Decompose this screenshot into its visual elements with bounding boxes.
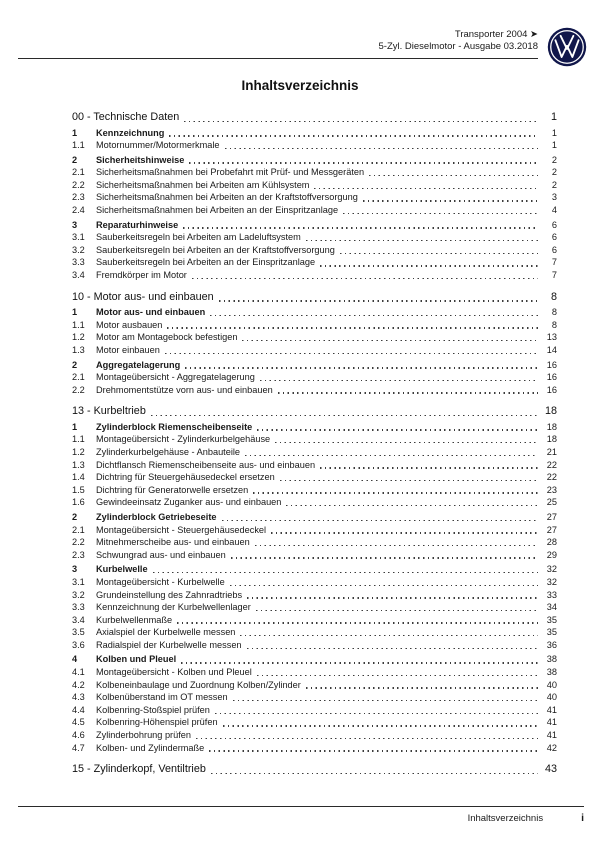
- toc-entry-page: 2: [551, 167, 557, 178]
- dot-leader: [260, 380, 538, 381]
- toc-entry-label: Drehmomentstütze vorn aus- und einbauen: [96, 384, 273, 395]
- doc-model-line: Transporter 2004 ➤: [454, 29, 538, 40]
- toc-entry-page: 21: [546, 446, 557, 457]
- toc-entry-page: 4: [551, 205, 557, 216]
- toc-item-row: [72, 204, 557, 217]
- toc-item-row: [72, 716, 557, 729]
- toc-item-row: [72, 653, 557, 666]
- toc-item-row: [72, 256, 557, 269]
- toc-item-row: [72, 691, 557, 704]
- toc-entry-page: 42: [546, 742, 557, 753]
- toc-item-row: [72, 371, 557, 384]
- toc-entry-number: 1.3: [72, 459, 85, 470]
- toc-item-row: [72, 384, 557, 397]
- dot-leader: [196, 738, 538, 739]
- toc: [72, 110, 557, 777]
- toc-entry-number: 4.4: [72, 704, 85, 715]
- toc-entry-page: 36: [546, 639, 557, 650]
- toc-entry-number: 1: [72, 421, 78, 432]
- dot-leader: [278, 392, 538, 393]
- toc-entry-number: 3.5: [72, 627, 85, 638]
- dot-leader: [165, 353, 538, 354]
- toc-entry-label: Radialspiel der Kurbelwelle messen: [96, 639, 242, 650]
- toc-entry-page: 7: [551, 270, 557, 281]
- toc-item-row: [72, 244, 557, 257]
- toc-entry-page: 22: [546, 472, 557, 483]
- toc-entry-page: 43: [544, 763, 557, 776]
- toc-item-row: [72, 179, 557, 192]
- toc-item-row: [72, 496, 557, 509]
- dot-leader: [151, 415, 538, 416]
- toc-item-row: [72, 154, 557, 167]
- page-title: Inhaltsverzeichnis: [241, 78, 359, 93]
- document-footer: [18, 812, 584, 824]
- dot-leader: [225, 148, 538, 149]
- toc-entry-label: Grundeinstellung des Zahnradtriebs: [96, 589, 243, 600]
- toc-entry-number: 2.2: [72, 179, 85, 190]
- toc-entry-number: 2.2: [72, 384, 85, 395]
- toc-entry-number: 2.2: [72, 537, 85, 548]
- footer-page-number: i: [581, 812, 584, 824]
- toc-item-row: [72, 471, 557, 484]
- toc-item-row: [72, 433, 557, 446]
- toc-entry-number: 3.1: [72, 576, 85, 587]
- toc-entry-page: 41: [546, 730, 557, 741]
- toc-item-row: [72, 219, 557, 232]
- toc-chapter-row: [72, 290, 557, 305]
- toc-item-row: [72, 484, 557, 497]
- toc-entry-number: 1.1: [72, 319, 85, 330]
- dot-leader: [169, 135, 538, 136]
- toc-entry-page: 25: [546, 497, 557, 508]
- toc-item-row: [72, 127, 557, 140]
- toc-entry-page: 16: [546, 359, 557, 370]
- toc-entry-page: 34: [546, 602, 557, 613]
- toc-item-row: [72, 166, 557, 179]
- toc-entry-number: 4.1: [72, 667, 85, 678]
- toc-entry-label: Montageübersicht - Zylinderkurbelgehäuse: [96, 434, 271, 445]
- toc-entry-number: 1.5: [72, 484, 85, 495]
- toc-entry-number: 1: [72, 127, 78, 138]
- toc-entry-label: Zylinderblock Riemenscheibenseite: [96, 421, 253, 432]
- toc-entry-label: Montageübersicht - Kurbelwelle: [96, 576, 225, 587]
- toc-entry-page: 2: [551, 179, 557, 190]
- toc-entry-label: Kennzeichnung: [96, 127, 165, 138]
- dot-leader: [247, 648, 538, 649]
- toc-entry-number: 2: [72, 511, 78, 522]
- toc-entry-label: Zylinderbohrung prüfen: [96, 730, 191, 741]
- dot-leader: [314, 188, 538, 189]
- toc-entry-page: 41: [546, 704, 557, 715]
- toc-item-row: [72, 269, 557, 282]
- toc-entry-number: 4.6: [72, 730, 85, 741]
- toc-entry-label: Kurbelwellenmaße: [96, 614, 173, 625]
- dot-leader: [184, 121, 538, 122]
- dot-leader: [177, 622, 538, 623]
- toc-entry-page: 29: [546, 549, 557, 560]
- toc-entry-label: Reparaturhinweise: [96, 219, 179, 230]
- toc-entry-page: 1: [551, 140, 557, 151]
- dot-leader: [192, 278, 538, 279]
- toc-entry-number: 3.6: [72, 639, 85, 650]
- dot-leader: [183, 227, 538, 228]
- toc-entry-label: Aggregatelagerung: [96, 359, 181, 370]
- dot-leader: [343, 213, 538, 214]
- toc-entry-number: 1.4: [72, 472, 85, 483]
- dot-leader: [257, 429, 538, 430]
- toc-entry-number: 1.2: [72, 332, 85, 343]
- toc-entry-page: 41: [546, 717, 557, 728]
- toc-entry-label: Motor am Montagebock befestigen: [96, 332, 238, 343]
- toc-entry-page: 2: [551, 154, 557, 165]
- toc-entry-number: 2: [72, 154, 78, 165]
- toc-entry-label: Kolbeneinbaulage und Zuordnung Kolben/Zylinder: [96, 679, 301, 690]
- toc-entry-label: 10 - Motor aus- und einbauen: [72, 290, 214, 303]
- toc-item-row: [72, 524, 557, 537]
- doc-edition-line: 5-Zyl. Dieselmotor - Ausgabe 03.2018: [378, 41, 538, 52]
- toc-item-row: [72, 576, 557, 589]
- dot-leader: [256, 610, 538, 611]
- toc-item-row: [72, 614, 557, 627]
- toc-entry-number: 1.1: [72, 140, 85, 151]
- toc-item-row: [72, 459, 557, 472]
- dot-leader: [209, 750, 538, 751]
- toc-entry-page: 27: [546, 524, 557, 535]
- toc-chapter-row: [72, 110, 557, 125]
- toc-entry-label: Schwungrad aus- und einbauen: [96, 549, 226, 560]
- toc-entry-number: 3.4: [72, 614, 85, 625]
- toc-entry-label: 15 - Zylinderkopf, Ventiltrieb: [72, 763, 206, 776]
- toc-item-row: [72, 601, 557, 614]
- toc-entry-page: 35: [546, 614, 557, 625]
- toc-item-row: [72, 231, 557, 244]
- toc-entry-page: 14: [546, 344, 557, 355]
- toc-entry-label: Kolbenring-Stoßspiel prüfen: [96, 704, 210, 715]
- toc-entry-page: 38: [546, 667, 557, 678]
- toc-entry-label: Sicherheitsmaßnahmen bei Arbeiten an der Kraftstoffversorgung: [96, 192, 358, 203]
- toc-item-row: [72, 589, 557, 602]
- toc-entry-page: 27: [546, 511, 557, 522]
- toc-entry-number: 3: [72, 219, 78, 230]
- dot-leader: [219, 300, 538, 301]
- toc-entry-number: 4.7: [72, 742, 85, 753]
- toc-entry-label: Dichtring für Steuergehäusedeckel ersetzen: [96, 472, 275, 483]
- toc-entry-label: Sauberkeitsregeln bei Arbeiten an der Kraftstoffversorgung: [96, 244, 335, 255]
- toc-entry-number: 3: [72, 564, 78, 575]
- toc-entry-number: 4.2: [72, 679, 85, 690]
- toc-item-row: [72, 421, 557, 434]
- toc-item-row: [72, 729, 557, 742]
- toc-item-row: [72, 639, 557, 652]
- footer-divider: [18, 806, 584, 807]
- toc-entry-number: 4: [72, 654, 78, 665]
- toc-item-row: [72, 549, 557, 562]
- toc-entry-number: 2: [72, 359, 78, 370]
- dot-leader: [280, 480, 538, 481]
- toc-item-row: [72, 191, 557, 204]
- toc-item-row: [72, 511, 557, 524]
- toc-entry-page: 18: [546, 434, 557, 445]
- dot-leader: [255, 545, 538, 546]
- toc-entry-label: Sicherheitshinweise: [96, 154, 185, 165]
- toc-entry-label: Fremdkörper im Motor: [96, 270, 187, 281]
- toc-entry-page: 6: [551, 244, 557, 255]
- footer-section-label: Inhaltsverzeichnis: [467, 813, 544, 824]
- toc-item-row: [72, 331, 557, 344]
- dot-leader: [320, 265, 538, 266]
- toc-entry-number: 1: [72, 307, 78, 318]
- toc-entry-label: Dichtflansch Riemenscheibenseite aus- und einbauen: [96, 459, 316, 470]
- toc-entry-page: 1: [550, 111, 557, 123]
- toc-entry-number: 3.4: [72, 270, 85, 281]
- toc-entry-page: 8: [551, 319, 557, 330]
- toc-item-row: [72, 319, 557, 332]
- toc-entry-page: 38: [546, 654, 557, 665]
- toc-entry-number: 1.6: [72, 497, 85, 508]
- dot-leader: [222, 520, 538, 521]
- toc-item-row: [72, 139, 557, 152]
- toc-entry-label: 13 - Kurbeltrieb: [72, 405, 146, 418]
- toc-item-row: [72, 344, 557, 357]
- toc-entry-label: Zylinderkurbelgehäuse - Anbauteile: [96, 446, 241, 457]
- toc-entry-number: 2.1: [72, 524, 85, 535]
- toc-entry-number: 1.3: [72, 344, 85, 355]
- toc-entry-label: Kolben und Pleuel: [96, 654, 177, 665]
- toc-entry-label: Sauberkeitsregeln bei Arbeiten am Ladeluftsystem: [96, 232, 301, 243]
- toc-entry-label: Axialspiel der Kurbelwelle messen: [96, 627, 236, 638]
- toc-entry-number: 4.5: [72, 717, 85, 728]
- dot-leader: [253, 492, 538, 493]
- toc-item-row: [72, 563, 557, 576]
- dot-leader: [181, 662, 538, 663]
- toc-entry-label: Mitnehmerscheibe aus- und einbauen: [96, 537, 250, 548]
- toc-entry-page: 8: [551, 307, 557, 318]
- toc-entry-label: Montageübersicht - Kolben und Pleuel: [96, 667, 252, 678]
- dot-leader: [245, 455, 538, 456]
- toc-entry-label: Montageübersicht - Steuergehäusedeckel: [96, 524, 267, 535]
- toc-item-row: [72, 742, 557, 755]
- toc-entry-label: Kurbelwelle: [96, 564, 148, 575]
- toc-entry-page: 7: [551, 257, 557, 268]
- toc-entry-label: Motornummer/Motormerkmale: [96, 140, 220, 151]
- toc-entry-label: Motor ausbauen: [96, 319, 163, 330]
- header-divider: [18, 58, 538, 59]
- toc-entry-number: 3.2: [72, 244, 85, 255]
- toc-entry-page: 6: [551, 219, 557, 230]
- dot-leader: [306, 687, 538, 688]
- toc-entry-number: 3.1: [72, 232, 85, 243]
- dot-leader: [275, 442, 538, 443]
- toc-entry-label: 00 - Technische Daten: [72, 111, 180, 123]
- toc-entry-label: Kolben- und Zylindermaße: [96, 742, 205, 753]
- toc-entry-page: 33: [546, 589, 557, 600]
- toc-entry-page: 40: [546, 692, 557, 703]
- toc-item-row: [72, 704, 557, 717]
- toc-item-row: [72, 359, 557, 372]
- dot-leader: [363, 200, 538, 201]
- dot-leader: [306, 240, 538, 241]
- vw-logo: [547, 27, 587, 67]
- toc-chapter-row: [72, 762, 557, 777]
- dot-leader: [223, 725, 538, 726]
- toc-entry-page: 3: [551, 192, 557, 203]
- toc-entry-number: 1.1: [72, 434, 85, 445]
- toc-entry-page: 22: [546, 459, 557, 470]
- toc-entry-label: Kolbenring-Höhenspiel prüfen: [96, 717, 218, 728]
- dot-leader: [215, 713, 538, 714]
- toc-entry-number: 1.2: [72, 446, 85, 457]
- toc-item-row: [72, 306, 557, 319]
- toc-item-row: [72, 536, 557, 549]
- toc-entry-number: 2.1: [72, 167, 85, 178]
- toc-entry-page: 40: [546, 679, 557, 690]
- toc-entry-page: 32: [546, 564, 557, 575]
- toc-chapter-row: [72, 404, 557, 419]
- toc-entry-label: Dichtring für Generatorwelle ersetzen: [96, 484, 249, 495]
- dot-leader: [189, 162, 538, 163]
- toc-entry-page: 18: [546, 421, 557, 432]
- toc-item-row: [72, 446, 557, 459]
- dot-leader: [167, 327, 538, 328]
- toc-entry-label: Sicherheitsmaßnahmen bei Probefahrt mit Prüf- und Messgeräten: [96, 167, 365, 178]
- toc-entry-number: 2.3: [72, 549, 85, 560]
- toc-entry-page: 28: [546, 537, 557, 548]
- toc-entry-number: 3.3: [72, 602, 85, 613]
- dot-leader: [242, 340, 538, 341]
- toc-entry-label: Motor einbauen: [96, 344, 160, 355]
- toc-entry-number: 3.2: [72, 589, 85, 600]
- toc-entry-number: 2.3: [72, 192, 85, 203]
- toc-item-row: [72, 666, 557, 679]
- toc-entry-label: Sicherheitsmaßnahmen bei Arbeiten an der Einspritzanlage: [96, 205, 339, 216]
- toc-entry-page: 32: [546, 576, 557, 587]
- dot-leader: [369, 175, 538, 176]
- dot-leader: [233, 700, 538, 701]
- toc-entry-label: Gewindeeinsatz Zuganker aus- und einbauen: [96, 497, 282, 508]
- dot-leader: [247, 597, 538, 598]
- dot-leader: [153, 572, 538, 573]
- toc-item-row: [72, 626, 557, 639]
- dot-leader: [211, 773, 538, 774]
- document-header: [379, 29, 538, 53]
- dot-leader: [230, 585, 538, 586]
- dot-leader: [257, 675, 538, 676]
- toc-entry-label: Sicherheitsmaßnahmen bei Arbeiten am Kühlsystem: [96, 179, 310, 190]
- toc-entry-page: 16: [546, 372, 557, 383]
- toc-entry-page: 18: [544, 405, 557, 418]
- toc-entry-page: 6: [551, 232, 557, 243]
- toc-entry-number: 4.3: [72, 692, 85, 703]
- dot-leader: [271, 532, 538, 533]
- toc-entry-label: Montageübersicht - Aggregatelagerung: [96, 372, 255, 383]
- toc-entry-page: 1: [551, 127, 557, 138]
- dot-leader: [231, 557, 538, 558]
- toc-entry-page: 13: [546, 332, 557, 343]
- dot-leader: [240, 635, 538, 636]
- toc-entry-page: 35: [546, 627, 557, 638]
- toc-item-row: [72, 679, 557, 692]
- toc-entry-label: Kennzeichnung der Kurbelwellenlager: [96, 602, 251, 613]
- dot-leader: [185, 367, 538, 368]
- toc-entry-label: Zylinderblock Getriebeseite: [96, 511, 217, 522]
- dot-leader: [286, 505, 538, 506]
- dot-leader: [320, 467, 538, 468]
- toc-entry-number: 2.4: [72, 205, 85, 216]
- toc-entry-number: 2.1: [72, 372, 85, 383]
- toc-entry-number: 3.3: [72, 257, 85, 268]
- toc-entry-page: 23: [546, 484, 557, 495]
- toc-entry-page: 16: [546, 384, 557, 395]
- toc-entry-label: Motor aus- und einbauen: [96, 307, 206, 318]
- toc-entry-label: Sauberkeitsregeln bei Arbeiten an der Einspritzanlage: [96, 257, 316, 268]
- toc-entry-label: Kolbenüberstand im OT messen: [96, 692, 228, 703]
- toc-entry-page: 8: [550, 290, 557, 303]
- dot-leader: [210, 315, 538, 316]
- dot-leader: [340, 253, 538, 254]
